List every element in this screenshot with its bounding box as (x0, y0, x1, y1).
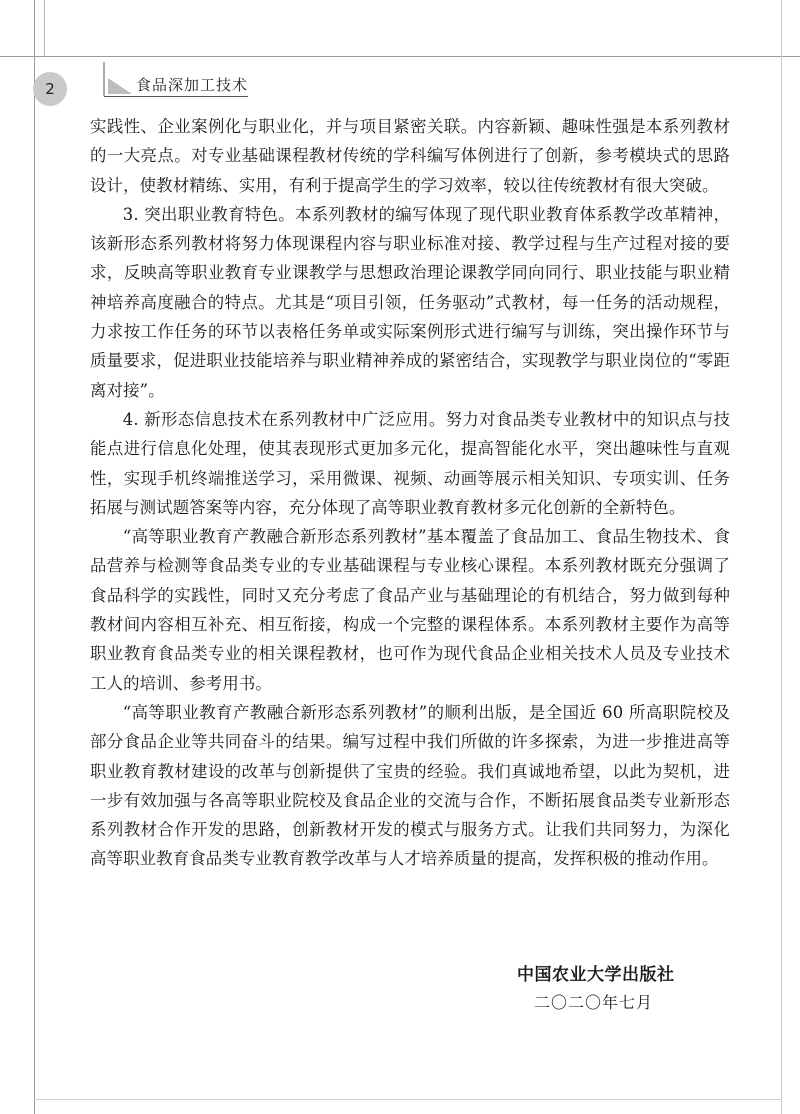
publisher-signature: 中国农业大学出版社 (517, 965, 675, 985)
body-text (90, 112, 730, 874)
paragraph-continuation: 实践性、企业案例化与职业化，并与项目紧密关联。内容新颖、趣味性强是本系列教材的一大亮点。对专业基础课程教材传统的学科编写体例进行了创新，参考模块式的思路设计，使教材精练、实用，有利于提高学生的学习效率，较以往传统教材有很大突破。 (90, 117, 730, 195)
signature-date: 二〇二〇年七月 (534, 993, 654, 1012)
book-title: 食品深加工技术 (136, 76, 249, 94)
paragraph-item-3: 3. 突出职业教育特色。本系列教材的编写体现了现代职业教育体系教学改革精神，该新形态系列教材将努力体现课程内容与职业标准对接、教学过程与生产过程对接的要求，反映高等职业教育专业课教学与思想政治理论课教学同向同行、职业技能与职业精神培养高度融合的特点。尤其是“项目引领，任务驱动”式教材，每一任务的活动规程，力求按工作任务的环节以表格任务单或实际案例形式进行编写与训练，突出操作环节与质量要求，促进职业技能培养与职业精神养成的紧密结合，实现教学与职业岗位的“零距离对接”。 (90, 204, 730, 400)
header-corner-icon (98, 60, 138, 98)
paragraph-item-4: 4. 新形态信息技术在系列教材中广泛应用。努力对食品类专业教材中的知识点与技能点进行信息化处理，使其表现形式更加多元化，提高智能化水平，突出趣味性与直观性，实现手机终端推送学习，采用微课、视频、动画等展示相关知识、专项实训、任务拓展与测试题答案等内容，充分体现了高等职业教育教材多元化创新的全新特色。 (90, 409, 730, 517)
left-margin-line-inner (44, 0, 45, 56)
header-divider-line (0, 56, 800, 57)
right-margin-line (781, 0, 782, 1114)
bottom-margin-line (34, 1099, 782, 1100)
paragraph-series-overview: “高等职业教育产教融合新形态系列教材”基本覆盖了食品加工、食品生物技术、食品营养与检测等食品类专业的专业基础课程与专业核心课程。本系列教材既充分强调了食品科学的实践性，同时又充分考虑了食品产业与基础理论的有机结合，努力做到每种教材间内容相互补充、相互衔接，构成一个完整的课程体系。本系列教材主要作为高等职业教育食品类专业的相关课程教材，也可作为现代食品企业相关技术人员及专业技术工人的培训、参考用书。 (90, 527, 730, 693)
page-number: 2 (33, 72, 67, 106)
left-margin-line (34, 0, 35, 1114)
header-underline (104, 96, 248, 97)
paragraph-publication-note: “高等职业教育产教融合新形态系列教材”的顺利出版，是全国近 60 所高职院校及部分食品企业等共同奋斗的结果。编写过程中我们所做的许多探索，为进一步推进高等职业教育教材建设的改革与创新提供了宝贵的经验。我们真诚地希望，以此为契机，进一步有效加强与各高等职业院校及食品企业的交流与合作，不断拓展食品类专业新形态系列教材合作开发的思路，创新教材开发的模式与服务方式。让我们共同努力，为深化高等职业教育食品类专业教育教学改革与人才培养质量的提高，发挥积极的推动作用。 (90, 702, 730, 869)
